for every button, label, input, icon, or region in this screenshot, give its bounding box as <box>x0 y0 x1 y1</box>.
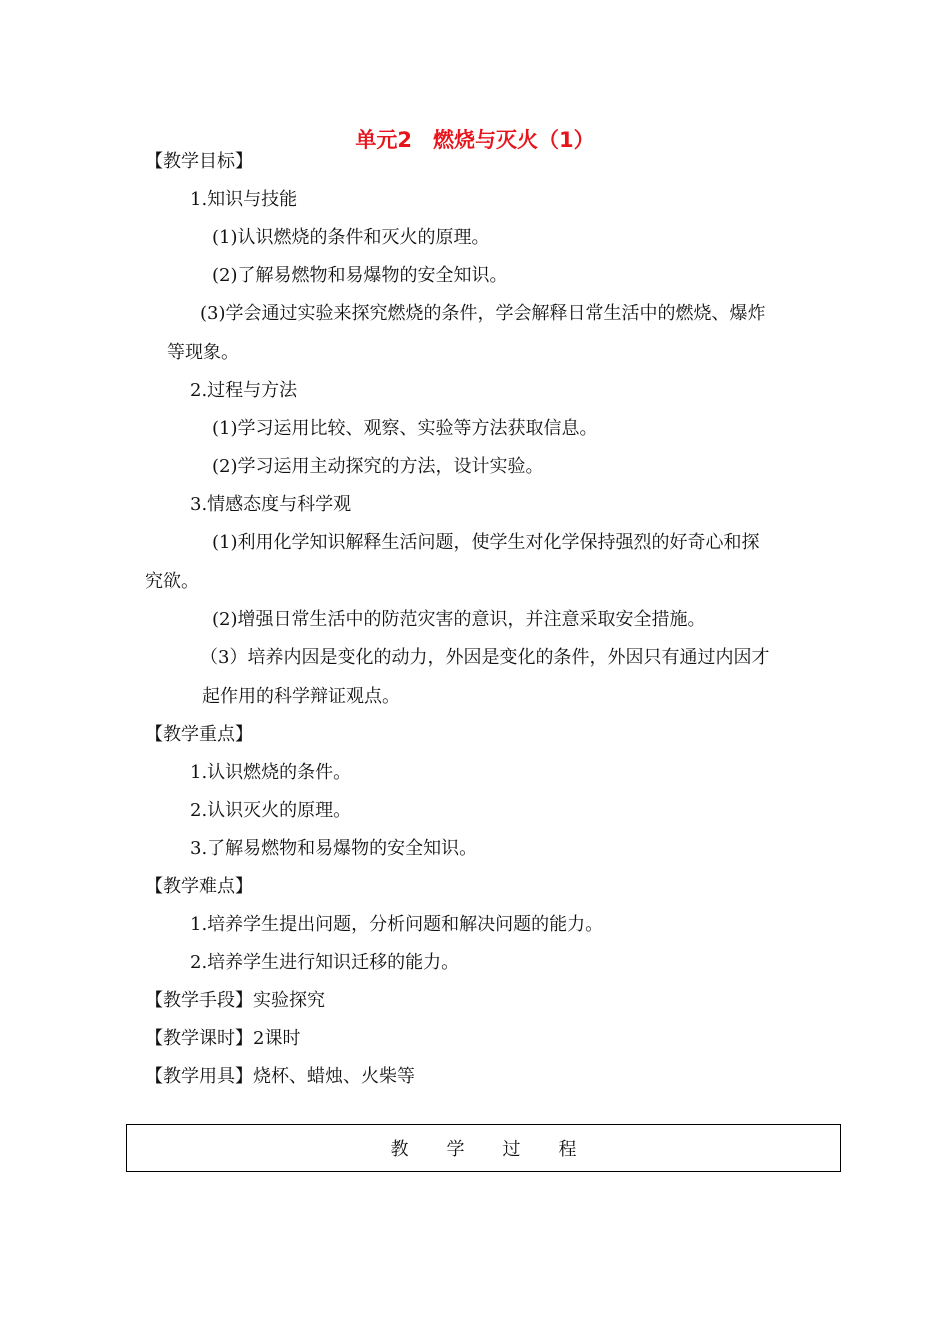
teaching-hours: 【教学课时】2课时 <box>145 1028 301 1049</box>
document-title: 单元2 燃烧与灭火（1） <box>355 128 595 152</box>
objectives-section-3-item-1: (1)利用化学知识解释生活问题，使学生对化学保持强烈的好奇心和探 <box>212 532 760 553</box>
key-points-item-1: 1.认识燃烧的条件。 <box>190 762 352 783</box>
key-points-heading: 【教学重点】 <box>145 724 253 745</box>
objectives-section-3-item-1-continued: 究欲。 <box>145 571 199 592</box>
objectives-section-3-title: 3.情感态度与科学观 <box>190 494 352 515</box>
difficulties-item-1: 1.培养学生提出问题，分析问题和解决问题的能力。 <box>190 914 604 935</box>
teaching-means: 【教学手段】实验探究 <box>145 990 325 1011</box>
objectives-section-2-item-1: (1)学习运用比较、观察、实验等方法获取信息。 <box>212 418 598 439</box>
objectives-section-3-item-3-continued: 起作用的科学辩证观点。 <box>202 686 400 707</box>
objectives-section-1-item-2: (2)了解易燃物和易爆物的安全知识。 <box>212 265 508 286</box>
objectives-section-3-item-2: (2)增强日常生活中的防范灾害的意识，并注意采取安全措施。 <box>212 609 706 630</box>
objectives-heading: 【教学目标】 <box>145 151 253 172</box>
objectives-section-3-item-3: （3）培养内因是变化的动力，外因是变化的条件，外因只有通过内因才 <box>200 647 770 668</box>
key-points-item-3: 3.了解易燃物和易爆物的安全知识。 <box>190 838 478 859</box>
difficulties-item-2: 2.培养学生进行知识迁移的能力。 <box>190 952 460 973</box>
teaching-process-table <box>126 1124 841 1172</box>
objectives-section-2-title: 2.过程与方法 <box>190 380 298 401</box>
teaching-tools: 【教学用具】烧杯、蜡烛、火柴等 <box>145 1066 415 1087</box>
teaching-process-header: 教学过程 <box>390 1139 615 1160</box>
objectives-section-2-item-2: (2)学习运用主动探究的方法，设计实验。 <box>212 456 544 477</box>
key-points-item-2: 2.认识灭火的原理。 <box>190 800 352 821</box>
objectives-section-1-item-1: (1)认识燃烧的条件和灭火的原理。 <box>212 227 490 248</box>
objectives-section-1-title: 1.知识与技能 <box>190 189 298 210</box>
difficulties-heading: 【教学难点】 <box>145 876 253 897</box>
objectives-section-1-item-3: (3)学会通过实验来探究燃烧的条件，学会解释日常生活中的燃烧、爆炸 <box>200 303 766 324</box>
objectives-section-1-item-3-continued: 等现象。 <box>167 342 239 363</box>
